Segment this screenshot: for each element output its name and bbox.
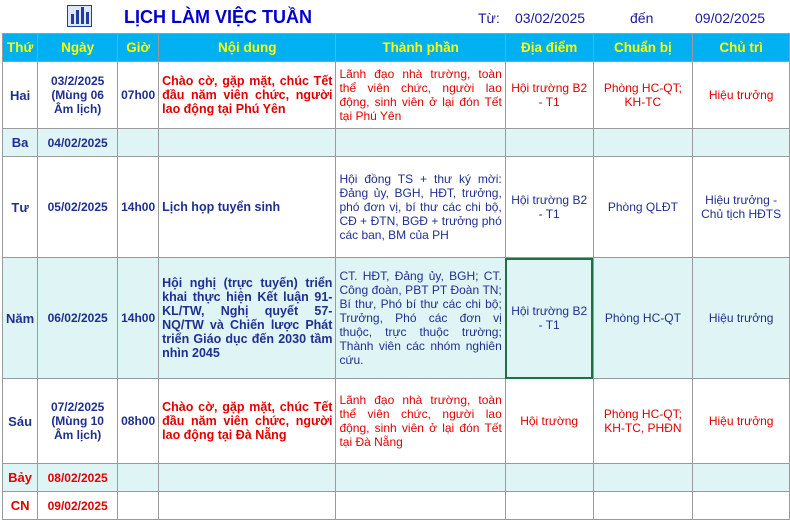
cell-gio[interactable] [118, 464, 159, 492]
cell-noi-dung[interactable]: Chào cờ, gặp mặt, chúc Tết đầu năm viên chức, người lao động tại Phú Yên [159, 62, 336, 129]
cell-chuan-bi[interactable]: Phòng HC-QT [593, 258, 693, 379]
cell-thanh-phan[interactable]: Lãnh đạo nhà trường, toàn thể viên chức, người lao động, sinh viên ở lại đón Tết tại Đà Nẵng [336, 379, 505, 464]
cell-chu-tri[interactable] [693, 492, 790, 520]
cell-thu[interactable]: Bảy [3, 464, 38, 492]
schedule-table [2, 33, 790, 520]
col-header-thu[interactable]: Thứ [3, 34, 38, 62]
cell-noi-dung[interactable]: Chào cờ, gặp mặt, chúc Tết đầu năm viên chức, người lao động tại Đà Nẵng [159, 379, 336, 464]
col-header-dia-diem[interactable]: Địa điểm [505, 34, 593, 62]
cell-chuan-bi[interactable] [593, 129, 693, 157]
cell-chuan-bi[interactable]: Phòng HC-QT; KH-TC [593, 62, 693, 129]
cell-dia-diem[interactable] [505, 492, 593, 520]
cell-ngay[interactable]: 05/02/2025 [38, 157, 118, 258]
cell-thu[interactable]: Năm [3, 258, 38, 379]
cell-dia-diem[interactable]: Hội trường B2 - T1 [505, 62, 593, 129]
cell-dia-diem[interactable] [505, 129, 593, 157]
cell-chu-tri[interactable]: Hiệu trưởng [693, 379, 790, 464]
cell-ngay[interactable]: 08/02/2025 [38, 464, 118, 492]
table-row [3, 258, 790, 379]
cell-gio[interactable]: 14h00 [118, 258, 159, 379]
school-logo-icon [67, 5, 92, 27]
cell-chu-tri[interactable]: Hiệu trưởng [693, 62, 790, 129]
col-header-ngay[interactable]: Ngày [38, 34, 118, 62]
cell-noi-dung[interactable] [159, 464, 336, 492]
cell-dia-diem[interactable]: Hội trường [505, 379, 593, 464]
table-row [3, 379, 790, 464]
cell-ngay[interactable]: 07/2/2025 (Mùng 10 Âm lịch) [38, 379, 118, 464]
table-row [3, 157, 790, 258]
cell-gio[interactable]: 08h00 [118, 379, 159, 464]
cell-thu[interactable]: Tư [3, 157, 38, 258]
cell-thu[interactable]: Sáu [3, 379, 38, 464]
page-title: LỊCH LÀM VIỆC TUẦN [124, 7, 312, 27]
cell-thanh-phan[interactable]: Hội đồng TS + thư ký mời: Đảng ủy, BGH, HĐT, trưởng, phó đơn vị, bí thư các chi bộ, CĐ + ĐTN, BGĐ + trưởng phó các ban, BM của PH [336, 157, 505, 258]
table-row [3, 129, 790, 157]
to-label: đến [630, 10, 654, 26]
col-header-noi-dung[interactable]: Nội dung [159, 34, 336, 62]
cell-thanh-phan[interactable] [336, 129, 505, 157]
to-date[interactable]: 09/02/2025 [695, 10, 766, 26]
cell-thu[interactable]: Hai [3, 62, 38, 129]
cell-ngay[interactable]: 06/02/2025 [38, 258, 118, 379]
cell-dia-diem[interactable] [505, 464, 593, 492]
from-date[interactable]: 03/02/2025 [515, 10, 586, 26]
cell-thanh-phan[interactable]: Lãnh đạo nhà trường, toàn thể viên chức, người lao động, sinh viên ở lại đón Tết tại Phú Yên [336, 62, 505, 129]
cell-thu[interactable]: Ba [3, 129, 38, 157]
cell-thanh-phan[interactable] [336, 464, 505, 492]
cell-chu-tri[interactable]: Hiệu trưởng [693, 258, 790, 379]
cell-chu-tri[interactable] [693, 129, 790, 157]
cell-thanh-phan[interactable] [336, 492, 505, 520]
cell-thanh-phan[interactable]: CT. HĐT, Đảng ủy, BGH; CT. Công đoàn, PBT PT Đoàn TN; Bí thư, Phó bí thư các chi bộ; Trưởng, Phó các đơn vị thuộc, trực thuộc trường; Thành viên các nhóm nghiên cứu. [336, 258, 505, 379]
col-header-thanh-phan[interactable]: Thành phần [336, 34, 505, 62]
col-header-chu-tri[interactable]: Chủ trì [693, 34, 790, 62]
cell-noi-dung[interactable] [159, 492, 336, 520]
table-row [3, 464, 790, 492]
cell-chuan-bi[interactable] [593, 492, 693, 520]
cell-ngay[interactable]: 09/02/2025 [38, 492, 118, 520]
header-row [3, 34, 790, 62]
cell-chu-tri[interactable]: Hiệu trưởng - Chủ tịch HĐTS [693, 157, 790, 258]
table-row [3, 492, 790, 520]
cell-dia-diem-selected[interactable]: Hội trường B2 - T1 [505, 258, 593, 379]
cell-noi-dung[interactable]: Lịch họp tuyển sinh [159, 157, 336, 258]
col-header-gio[interactable]: Giờ [118, 34, 159, 62]
cell-dia-diem[interactable]: Hội trường B2 - T1 [505, 157, 593, 258]
cell-ngay[interactable]: 04/02/2025 [38, 129, 118, 157]
title-bar [0, 0, 790, 33]
cell-thu[interactable]: CN [3, 492, 38, 520]
cell-gio[interactable]: 07h00 [118, 62, 159, 129]
from-label: Từ: [478, 10, 500, 26]
cell-chuan-bi[interactable] [593, 464, 693, 492]
col-header-chuan-bi[interactable]: Chuẩn bị [593, 34, 693, 62]
cell-gio[interactable] [118, 492, 159, 520]
cell-gio[interactable]: 14h00 [118, 157, 159, 258]
cell-gio[interactable] [118, 129, 159, 157]
cell-chuan-bi[interactable]: Phòng HC-QT; KH-TC, PHĐN [593, 379, 693, 464]
cell-chu-tri[interactable] [693, 464, 790, 492]
table-row [3, 62, 790, 129]
cell-noi-dung[interactable] [159, 129, 336, 157]
cell-noi-dung[interactable]: Hội nghị (trực tuyến) triển khai thực hiện Kết luận 91-KL/TW, Nghị quyết 57-NQ/TW và Chiến lược Phát triển Giáo dục đến 2030 tầm nhìn 2045 [159, 258, 336, 379]
cell-ngay[interactable]: 03/2/2025 (Mùng 06 Âm lịch) [38, 62, 118, 129]
cell-chuan-bi[interactable]: Phòng QLĐT [593, 157, 693, 258]
